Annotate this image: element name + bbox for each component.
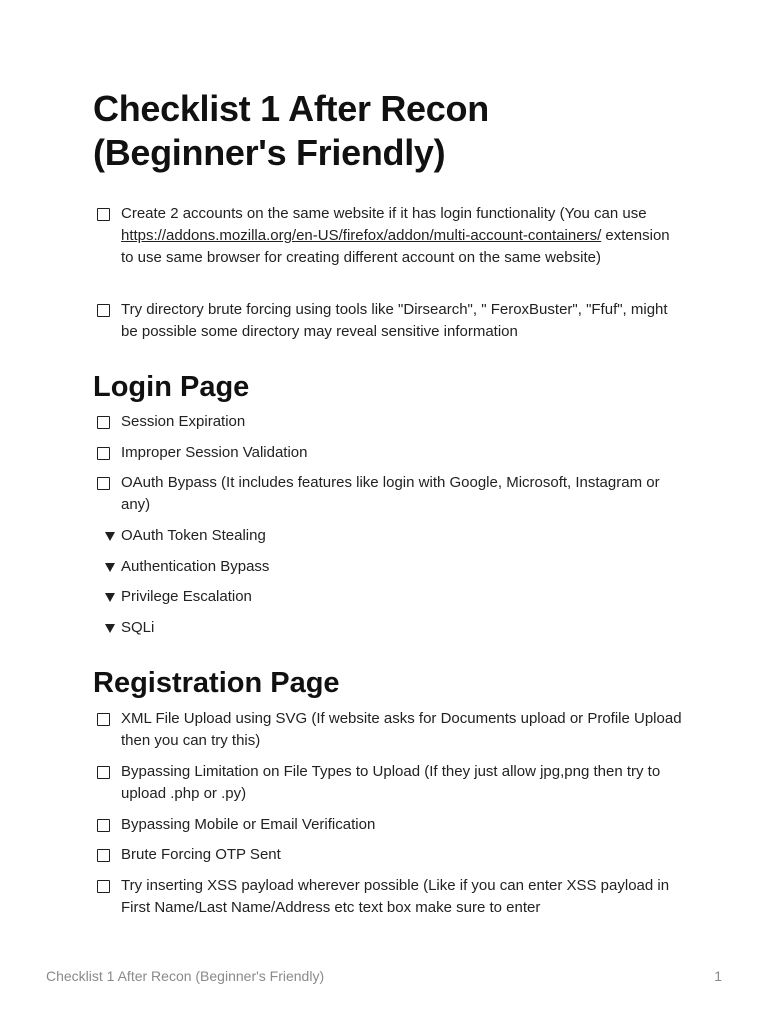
toggle-item-label: Privilege Escalation — [121, 588, 252, 605]
checklist-item-text: XML File Upload using SVG (If website asks for Documents upload or Profile Upload then you can try this) — [121, 710, 682, 749]
checkbox[interactable] — [97, 880, 110, 893]
checklist-item-directory-bruteforce — [93, 299, 683, 343]
checklist-item-create-accounts — [93, 203, 683, 269]
toggle-triangle-icon[interactable] — [105, 532, 115, 541]
addon-link[interactable]: https://addons.mozilla.org/en-US/firefox/addon/multi-account-containers/ — [121, 227, 602, 244]
toggle-item[interactable] — [93, 556, 683, 578]
checklist-item-text: OAuth Bypass (It includes features like login with Google, Microsoft, Instagram or any) — [121, 474, 660, 513]
toggle-triangle-icon[interactable] — [105, 593, 115, 602]
page-footer — [46, 966, 722, 986]
checklist-item-text: Try inserting XSS payload wherever possible (Like if you can enter XSS payload in First Name/Last Name/Address etc text box make sure to enter — [121, 877, 670, 916]
checklist-item — [93, 844, 683, 866]
item-text-part: Create 2 accounts on the same website if it has login functionality (You can use — [121, 205, 647, 222]
checklist-item — [93, 442, 683, 464]
checklist-item-text: Brute Forcing OTP Sent — [121, 846, 281, 863]
checkbox[interactable] — [97, 713, 110, 726]
checkbox[interactable] — [97, 819, 110, 832]
checkbox[interactable] — [97, 208, 110, 221]
checklist-item — [93, 411, 683, 433]
toggle-item[interactable] — [93, 617, 683, 639]
checkbox[interactable] — [97, 477, 110, 490]
page-title-line2: (Beginner's Friendly) — [93, 132, 446, 173]
section-heading-login: Login Page — [93, 371, 250, 403]
section-heading-registration: Registration Page — [93, 667, 340, 699]
toggle-item-label: Authentication Bypass — [121, 558, 270, 575]
checkbox[interactable] — [97, 766, 110, 779]
checklist-item — [93, 875, 683, 919]
toggle-item-label: SQLi — [121, 619, 155, 636]
checklist-item-text: Improper Session Validation — [121, 444, 308, 461]
checklist-item-text: Bypassing Limitation on File Types to Upload (If they just allow jpg,png then try to upload .php or .py) — [121, 763, 661, 802]
checklist-item-text: Try directory brute forcing using tools like "Dirsearch", " FeroxBuster", "Ffuf", might be possible some directory may reveal sensitive information — [121, 301, 668, 340]
checkbox[interactable] — [97, 849, 110, 862]
toggle-triangle-icon[interactable] — [105, 624, 115, 633]
toggle-item[interactable] — [93, 525, 683, 547]
page-number: 1 — [714, 968, 722, 984]
toggle-item-label: OAuth Token Stealing — [121, 527, 266, 544]
page-title — [93, 87, 693, 175]
checklist-item-text: Bypassing Mobile or Email Verification — [121, 816, 376, 833]
page-title-line1: Checklist 1 After Recon — [93, 88, 489, 129]
toggle-triangle-icon[interactable] — [105, 563, 115, 572]
item-text-part: extension to use same browser for creating different account on the same website) — [121, 227, 670, 266]
checklist-item — [93, 761, 683, 805]
checklist-item — [93, 708, 683, 752]
checkbox[interactable] — [97, 416, 110, 429]
checkbox[interactable] — [97, 447, 110, 460]
checkbox[interactable] — [97, 304, 110, 317]
checklist-item-text — [121, 203, 683, 269]
checklist-item-text: Session Expiration — [121, 413, 246, 430]
checklist-item — [93, 472, 683, 516]
checklist-item — [93, 814, 683, 836]
toggle-item[interactable] — [93, 586, 683, 608]
footer-title: Checklist 1 After Recon (Beginner's Friendly) — [46, 968, 325, 984]
